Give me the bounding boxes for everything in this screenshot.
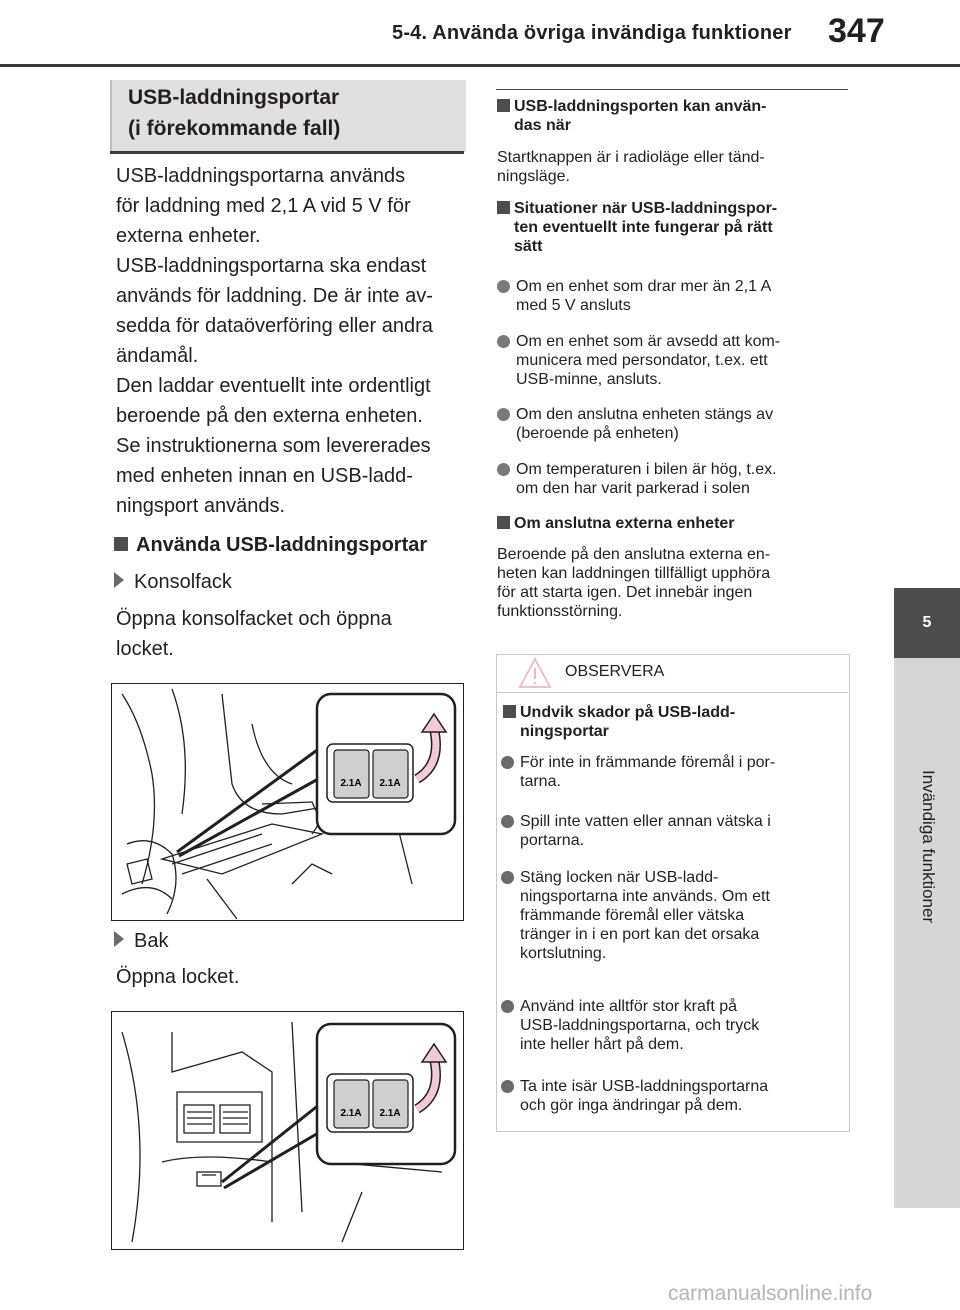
rear-label-text: Bak	[134, 930, 169, 952]
list-item-text: om den har varit parkerad i solen	[516, 480, 750, 497]
console-drawing	[112, 684, 463, 920]
list-item	[497, 277, 847, 317]
notice-item-text: främmande föremål eller vätska	[520, 907, 745, 924]
notice-heading	[503, 703, 853, 722]
intro-line: Se instruktionerna som levererades	[116, 435, 431, 457]
list-item	[497, 332, 847, 392]
notice-item-text: Ta inte isär USB-laddningsportarna	[520, 1078, 769, 1095]
intro-line: externa enheter.	[116, 225, 261, 247]
list-item-text: med 5 V ansluts	[516, 297, 631, 314]
section-heading-line1: USB-laddningsportar	[128, 86, 340, 109]
notice-item-text: För inte in främmande föremål i por-	[520, 754, 776, 771]
circle-bullet-icon	[501, 1080, 514, 1093]
list-item-text: USB-minne, ansluts.	[516, 371, 662, 388]
external-devices-heading	[497, 514, 847, 533]
notice-item	[501, 753, 851, 793]
intro-line: USB-laddningsportarna används	[116, 165, 406, 187]
external-devices-text: för att starta igen. Det innebär ingen	[497, 584, 753, 601]
port-label: 2.1A	[379, 778, 401, 789]
notice-item-text: tarna.	[520, 773, 561, 790]
console-label-text: Konsolfack	[134, 571, 232, 593]
console-instruction-line1: Öppna konsolfacket och öppna	[116, 608, 392, 630]
circle-bullet-icon	[501, 815, 514, 828]
page-number: 347	[828, 12, 885, 50]
usage-subheading-text: Använda USB-laddningsportar	[136, 534, 428, 556]
notice-item-text: tränger in i en port kan det orsaka	[520, 926, 760, 943]
chapter-label: Invändiga funktioner	[919, 770, 938, 924]
external-devices-text: Beroende på den anslutna externa en-	[497, 546, 771, 563]
intro-line: USB-laddningsportarna ska endast	[116, 255, 427, 277]
failure-situations-heading-cont: ten eventuellt inte fungerar på rätt	[514, 219, 773, 236]
list-item-text: Om den anslutna enheten stängs av	[516, 406, 774, 423]
intro-line: ändamål.	[116, 345, 199, 367]
console-usb-illustration	[111, 683, 464, 921]
triangle-bullet-icon	[114, 931, 124, 947]
notice-item-text: ningsportarna inte används. Om ett	[520, 888, 770, 905]
heading-text: Om anslutna externa enheter	[514, 515, 735, 532]
heading-text: Undvik skador på USB-ladd-	[520, 704, 736, 721]
square-bullet-icon	[114, 537, 128, 551]
watermark: carmanualsonline.info	[668, 1282, 873, 1305]
chapter-number-tab: 5	[894, 588, 960, 658]
circle-bullet-icon	[501, 871, 514, 884]
notice-item	[501, 812, 851, 852]
circle-bullet-icon	[497, 335, 510, 348]
circle-bullet-icon	[501, 756, 514, 769]
triangle-bullet-icon	[114, 572, 124, 588]
charging-conditions-text: Startknappen är i radioläge eller tänd-	[497, 149, 765, 166]
circle-bullet-icon	[497, 408, 510, 421]
notice-header-rule	[497, 692, 848, 693]
list-item-text: municera med persondator, t.ex. ett	[516, 352, 768, 369]
notice-item-text: kortslutning.	[520, 945, 607, 962]
right-top-rule	[496, 89, 848, 90]
list-item-text: Om temperaturen i bilen är hög, t.ex.	[516, 461, 777, 478]
notice-item	[501, 868, 851, 968]
rear-usb-illustration	[111, 1011, 464, 1250]
circle-bullet-icon	[497, 463, 510, 476]
section-title: 5-4. Använda övriga invändiga funktioner	[392, 22, 792, 44]
console-instruction-line2: locket.	[116, 638, 174, 660]
notice-item	[501, 1077, 851, 1117]
circle-bullet-icon	[501, 1000, 514, 1013]
intro-line: sedda för dataöverföring eller andra	[116, 315, 433, 337]
notice-heading-cont: ningsportar	[520, 723, 609, 740]
charging-conditions-heading-cont: das när	[514, 117, 571, 134]
square-bullet-icon	[497, 516, 510, 529]
charging-conditions-heading	[497, 97, 847, 116]
rear-drawing	[112, 1012, 463, 1249]
notice-item-text: Stäng locken när USB-ladd-	[520, 869, 719, 886]
console-label	[114, 567, 232, 597]
section-heading-underline	[110, 151, 464, 154]
port-label: 2.1A	[340, 778, 362, 789]
intro-line: beroende på den externa enheten.	[116, 405, 423, 427]
intro-line: med enheten innan en USB-ladd-	[116, 465, 413, 487]
list-item-text: Om en enhet som drar mer än 2,1 A	[516, 278, 772, 295]
notice-item-text: inte heller hårt på dem.	[520, 1036, 684, 1053]
rear-label	[114, 926, 168, 956]
square-bullet-icon	[497, 201, 510, 214]
notice-item-text: portarna.	[520, 832, 585, 849]
notice-item-text: Använd inte alltför stor kraft på	[520, 998, 737, 1015]
square-bullet-icon	[503, 705, 516, 718]
square-bullet-icon	[497, 99, 510, 112]
intro-line: används för laddning. De är inte av-	[116, 285, 433, 307]
header-rule	[0, 64, 960, 67]
port-label: 2.1A	[379, 1108, 401, 1119]
list-item	[497, 405, 847, 445]
warning-icon	[518, 656, 552, 690]
notice-item-text: USB-laddningsportarna, och tryck	[520, 1017, 760, 1034]
failure-situations-heading	[497, 199, 847, 218]
circle-bullet-icon	[497, 280, 510, 293]
port-label: 2.1A	[340, 1108, 362, 1119]
intro-line: Den laddar eventuellt inte ordentligt	[116, 375, 431, 397]
notice-item	[501, 997, 851, 1057]
notice-item-text: Spill inte vatten eller annan vätska i	[520, 813, 771, 830]
list-item-text: (beroende på enheten)	[516, 425, 679, 442]
heading-text: Situationer när USB-laddningspor-	[514, 200, 778, 217]
section-heading-line2: (i förekommande fall)	[128, 117, 341, 140]
rear-instruction: Öppna locket.	[116, 966, 240, 988]
list-item-text: Om en enhet som är avsedd att kom-	[516, 333, 781, 350]
failure-situations-heading-cont: sätt	[514, 238, 543, 255]
notice-title: OBSERVERA	[565, 663, 665, 680]
external-devices-text: heten kan laddningen tillfälligt upphöra	[497, 565, 771, 582]
chapter-tab	[894, 658, 960, 1208]
notice-item-text: och gör inga ändringar på dem.	[520, 1097, 743, 1114]
usage-subheading	[114, 530, 427, 560]
external-devices-text: funktionsstörning.	[497, 603, 623, 620]
charging-conditions-text: ningsläge.	[497, 168, 570, 185]
intro-line: för laddning med 2,1 A vid 5 V för	[116, 195, 411, 217]
heading-text: USB-laddningsporten kan använ-	[514, 98, 767, 115]
intro-line: ningsport används.	[116, 495, 286, 517]
list-item	[497, 460, 847, 500]
